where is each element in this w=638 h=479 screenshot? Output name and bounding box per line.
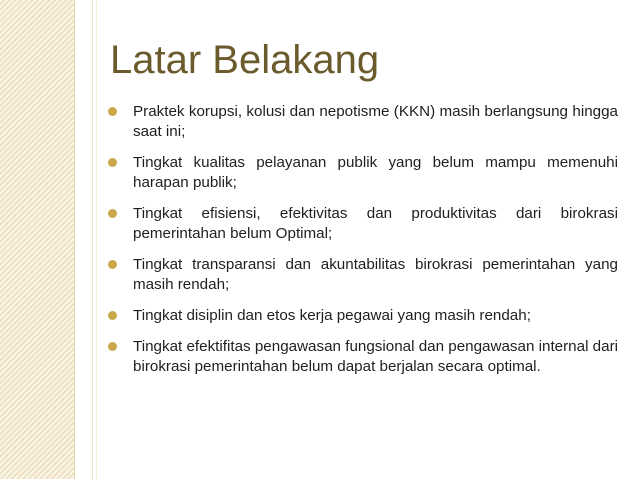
bullet-text: Tingkat efektifitas pengawasan fungsional dan pengawasan internal dari birokrasi pemerintahan belum dapat berjalan secara optimal. (133, 338, 618, 375)
bullet-text: Tingkat disiplin dan etos kerja pegawai yang masih rendah; (133, 307, 531, 324)
slide-title: Latar Belakang (110, 38, 380, 82)
bullet-icon (108, 337, 133, 351)
bullet-text: Praktek korupsi, kolusi dan nepotisme (KKN) masih berlangsung hingga saat ini; (133, 103, 618, 140)
decorative-side-strip (0, 0, 74, 479)
bullet-item (108, 153, 618, 193)
bullet-icon (108, 306, 133, 320)
bullet-icon (108, 102, 133, 116)
bullet-item (108, 204, 618, 244)
decorative-line (96, 0, 97, 479)
bullet-icon (108, 153, 133, 167)
bullet-icon (108, 204, 133, 218)
decorative-line (74, 0, 75, 479)
decorative-line (92, 0, 93, 479)
bullet-item (108, 102, 618, 142)
bullet-text: Tingkat transparansi dan akuntabilitas birokrasi pemerintahan yang masih rendah; (133, 256, 618, 293)
bullet-item (108, 255, 618, 295)
bullet-icon (108, 255, 133, 269)
bullet-list (108, 102, 618, 388)
bullet-item (108, 306, 618, 326)
bullet-text: Tingkat efisiensi, efektivitas dan produktivitas dari birokrasi pemerintahan belum Optimal; (133, 205, 618, 242)
bullet-text: Tingkat kualitas pelayanan publik yang belum mampu memenuhi harapan publik; (133, 154, 618, 191)
bullet-item (108, 337, 618, 377)
